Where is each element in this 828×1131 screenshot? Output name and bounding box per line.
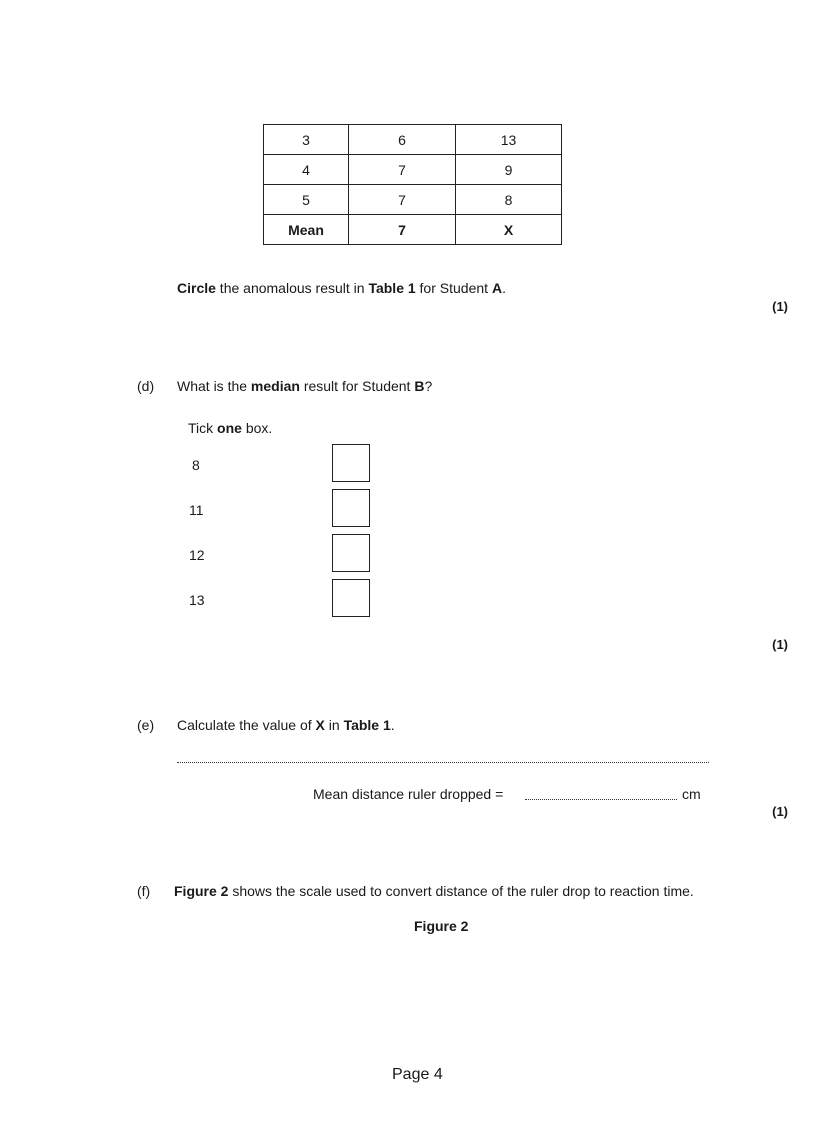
part-e-marks: (1) (772, 804, 788, 819)
emphasis-text: X (315, 717, 325, 733)
answer-unit: cm (682, 786, 701, 802)
page-number: Page 4 (392, 1066, 443, 1083)
question-text: . (390, 717, 395, 733)
question-text: the anomalous result in (215, 280, 369, 296)
emphasis-text: Table 1 (368, 280, 416, 296)
question-text: . (502, 280, 506, 296)
instruction-text: box. (241, 420, 273, 436)
results-table (263, 124, 562, 245)
emphasis-text: Figure 2 (174, 883, 229, 899)
question-text: for Student (415, 280, 492, 296)
emphasis-text: median (250, 378, 300, 394)
tick-box-option-11[interactable] (332, 489, 370, 527)
emphasis-text: one (217, 420, 242, 436)
part-e-label: (e) (137, 717, 155, 733)
table-row (264, 155, 562, 185)
part-c-question (177, 280, 506, 296)
option-label: 8 (192, 457, 200, 473)
tick-instruction (188, 420, 272, 436)
part-f-question (174, 883, 694, 899)
question-text: result for Student (299, 378, 415, 394)
tick-box-option-12[interactable] (332, 534, 370, 572)
table-cell: 3 (264, 125, 349, 155)
part-e-question (177, 717, 395, 733)
table-cell: 13 (456, 125, 562, 155)
question-text: in (324, 717, 344, 733)
option-label: 13 (189, 592, 205, 608)
table-row (264, 125, 562, 155)
table-row (264, 185, 562, 215)
part-d-question (177, 378, 432, 394)
table-cell: 8 (456, 185, 562, 215)
table-mean-row (264, 215, 562, 245)
instruction-text: Tick (188, 420, 218, 436)
emphasis-text: A (491, 280, 503, 296)
table-cell: 4 (264, 155, 349, 185)
part-c-marks: (1) (772, 299, 788, 314)
table-cell: 5 (264, 185, 349, 215)
emphasis-text: B (414, 378, 425, 394)
table-cell: Mean (264, 215, 349, 245)
table-cell: 7 (349, 185, 456, 215)
option-label: 11 (189, 502, 204, 518)
figure-title: Figure 2 (414, 918, 469, 934)
question-text: What is the (177, 378, 251, 394)
answer-label: Mean distance ruler dropped = (313, 786, 504, 802)
emphasis-text: Table 1 (343, 717, 391, 733)
part-d-label: (d) (137, 378, 155, 394)
question-text: shows the scale used to convert distance of the ruler drop to reaction time. (228, 883, 694, 899)
working-line[interactable] (177, 762, 709, 763)
part-d-marks: (1) (772, 637, 788, 652)
emphasis-text: Circle (177, 280, 216, 296)
tick-box-option-13[interactable] (332, 579, 370, 617)
question-text: ? (424, 378, 433, 394)
answer-line[interactable] (525, 799, 677, 800)
option-label: 12 (189, 547, 205, 563)
tick-box-option-8[interactable] (332, 444, 370, 482)
table-cell: X (456, 215, 562, 245)
table-cell: 9 (456, 155, 562, 185)
part-f-label: (f) (137, 883, 151, 899)
question-text: Calculate the value of (177, 717, 316, 733)
table-cell: 6 (349, 125, 456, 155)
table-cell: 7 (349, 155, 456, 185)
table-cell: 7 (349, 215, 456, 245)
